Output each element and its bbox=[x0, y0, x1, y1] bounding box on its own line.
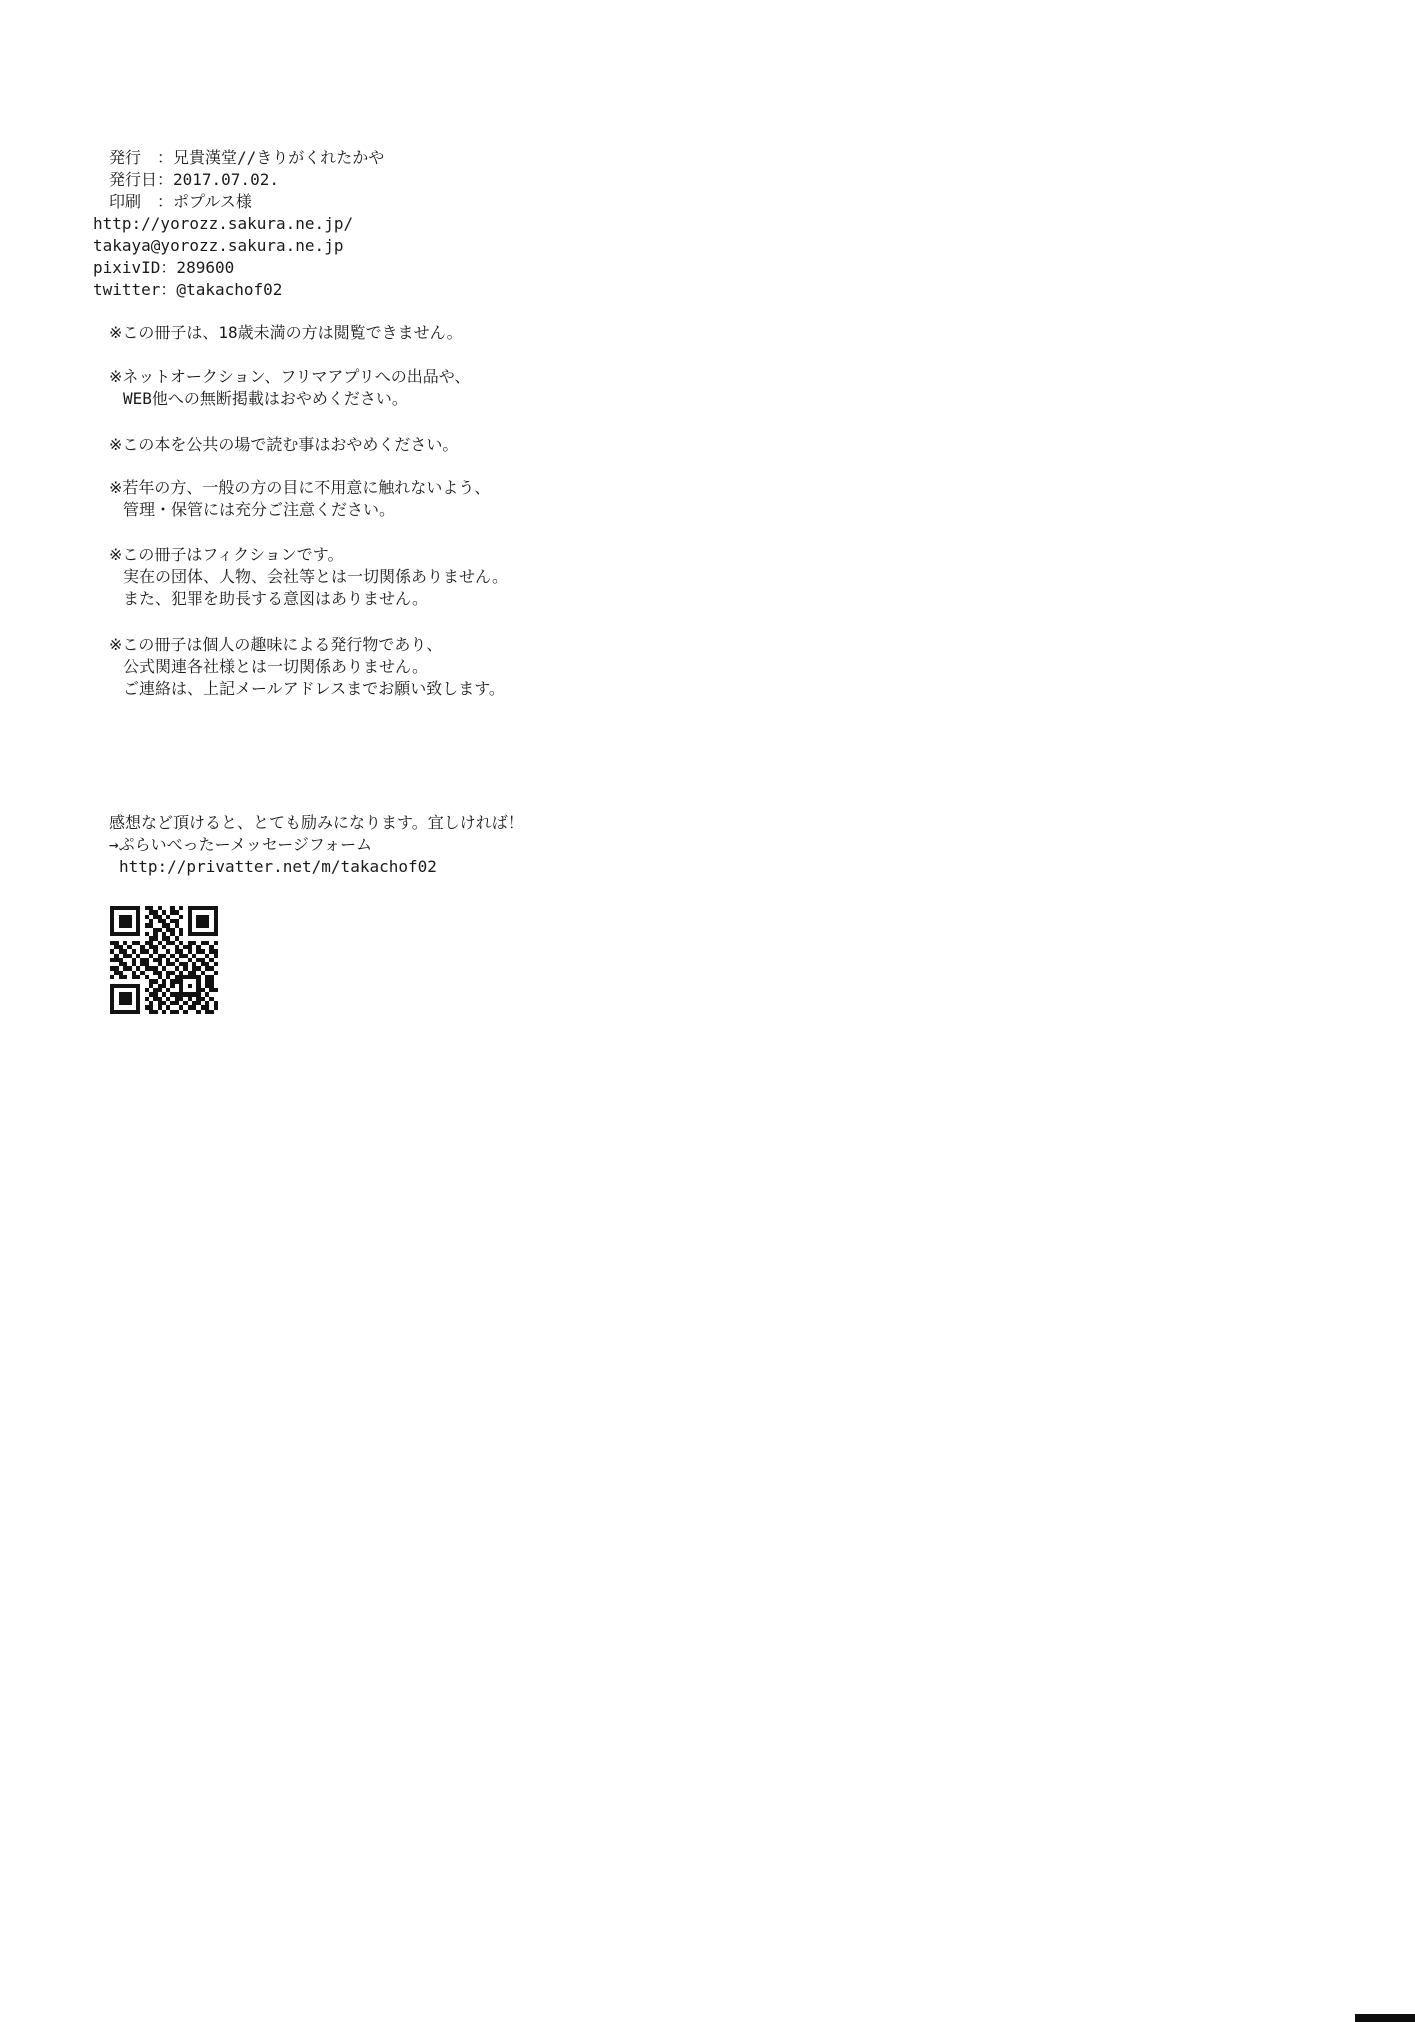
feedback-form-label: →ぷらいべったーメッセージフォーム bbox=[109, 835, 373, 854]
pixiv-id-line: pixivID：289600 bbox=[93, 258, 235, 277]
notice-line: WEB他への無断掲載はおやめください。 bbox=[123, 389, 408, 408]
notice-public-reading bbox=[93, 434, 458, 456]
notice-line: ※この冊子は個人の趣味による発行物であり、 bbox=[109, 635, 443, 654]
email-address: takaya@yorozz.sakura.ne.jp bbox=[93, 236, 344, 255]
notice-age-restriction bbox=[93, 322, 463, 344]
notice-line: また、犯罪を助長する意図はありません。 bbox=[123, 589, 428, 608]
qr-code bbox=[110, 906, 218, 1014]
notice-line: ※ネットオークション、フリマアプリへの出品や、 bbox=[109, 367, 471, 386]
notice-line: ※この冊子は、18歳未満の方は閲覧できません。 bbox=[109, 323, 463, 342]
notice-line: 公式関連各社様とは一切関係ありません。 bbox=[123, 657, 428, 676]
website-url: http://yorozz.sakura.ne.jp/ bbox=[93, 214, 354, 233]
publisher-line: 発行 ：兄貴漢堂//きりがくれたかや bbox=[109, 148, 385, 167]
notice-line: 管理・保管には充分ご注意ください。 bbox=[123, 500, 396, 519]
colophon-block bbox=[93, 147, 384, 301]
twitter-handle-line: twitter：@takachof02 bbox=[93, 280, 283, 299]
notice-line: ※若年の方、一般の方の目に不用意に触れないよう、 bbox=[109, 478, 491, 497]
notice-fiction bbox=[93, 544, 508, 610]
printer-line: 印刷 ：ポプルス様 bbox=[109, 192, 252, 211]
publish-date-line: 発行日：2017.07.02. bbox=[109, 170, 279, 189]
notice-line: ※この本を公共の場で読む事はおやめください。 bbox=[109, 435, 459, 454]
notice-resale bbox=[93, 366, 470, 410]
notice-line: ※この冊子はフィクションです。 bbox=[109, 545, 344, 564]
notice-line: ご連絡は、上記メールアドレスまでお願い致します。 bbox=[123, 679, 505, 698]
notice-unofficial bbox=[93, 634, 505, 700]
feedback-form-url: http://privatter.net/m/takachof02 bbox=[119, 857, 437, 876]
notice-line: 実在の団体、人物、会社等とは一切関係ありません。 bbox=[123, 567, 508, 586]
scan-edge-artifact bbox=[1355, 2014, 1415, 2022]
feedback-message: 感想など頂けると、とても励みになります。宜しければ！ bbox=[109, 813, 524, 832]
feedback-block bbox=[93, 812, 524, 878]
notice-storage bbox=[93, 477, 490, 521]
